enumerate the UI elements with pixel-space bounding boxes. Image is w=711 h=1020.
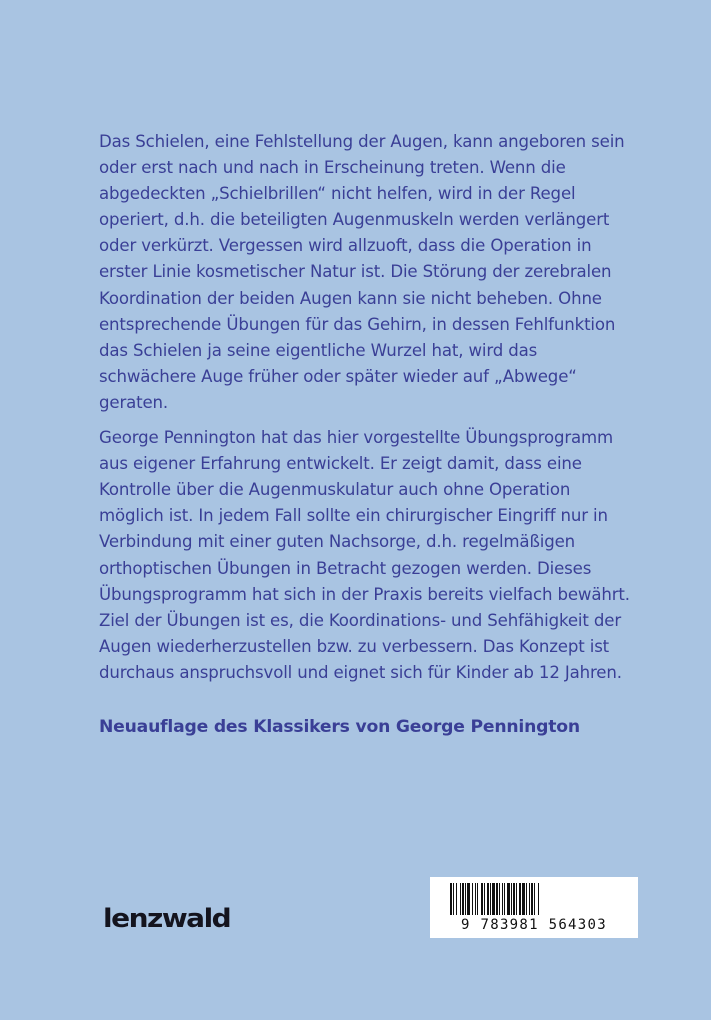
tagline: Neuauflage des Klassikers von George Pennington <box>99 717 580 737</box>
barcode-digits: 9 783981 564303 <box>461 917 607 933</box>
publisher-logo: lenzwald <box>103 903 231 934</box>
blurb-paragraph-2: George Pennington hat das hier vorgestellte Übungsprogramm aus eigener Erfahrung entwickelt. Er zeigt damit, dass eine Kontrolle über die Augenmuskulatur auch ohne Operation möglich ist. In jedem Fall sollte ein chirurgischer Eingriff nur in Verbindung mit einer guten Nachsorge, d.h. regelmäßigen orthoptischen Übungen in Betracht gezogen werden. Dieses Übungsprogramm hat sich in der Praxis bereits vielfach bewährt. Ziel der Übungen ist es, die Koordinations- und Sehfähigkeit der Augen wiederherzustellen bzw. zu verbessern. Das Konzept ist durchaus anspruchsvoll und eignet sich für Kinder ab 12 Jahren. <box>99 428 630 682</box>
barcode-bars <box>450 883 618 915</box>
back-cover-blurb <box>99 129 639 686</box>
isbn-barcode <box>430 877 638 938</box>
blurb-paragraph-1: Das Schielen, eine Fehlstellung der Augen, kann angeboren sein oder erst nach und nach in Erscheinung treten. Wenn die abgedeckten „Schielbrillen“ nicht helfen, wird in der Regel operiert, d.h. die beteiligten Augenmuskeln werden verlängert oder verkürzt. Vergessen wird allzuoft, dass die Operation in erster Linie kosmetischer Natur ist. Die Störung der zerebralen Koordination der beiden Augen kann sie nicht beheben. Ohne entsprechende Übungen für das Gehirn, in dessen Fehlfunktion das Schielen ja seine eigentliche Wurzel hat, wird das schwächere Auge früher oder später wieder auf „Abwege“ geraten. <box>99 132 625 412</box>
